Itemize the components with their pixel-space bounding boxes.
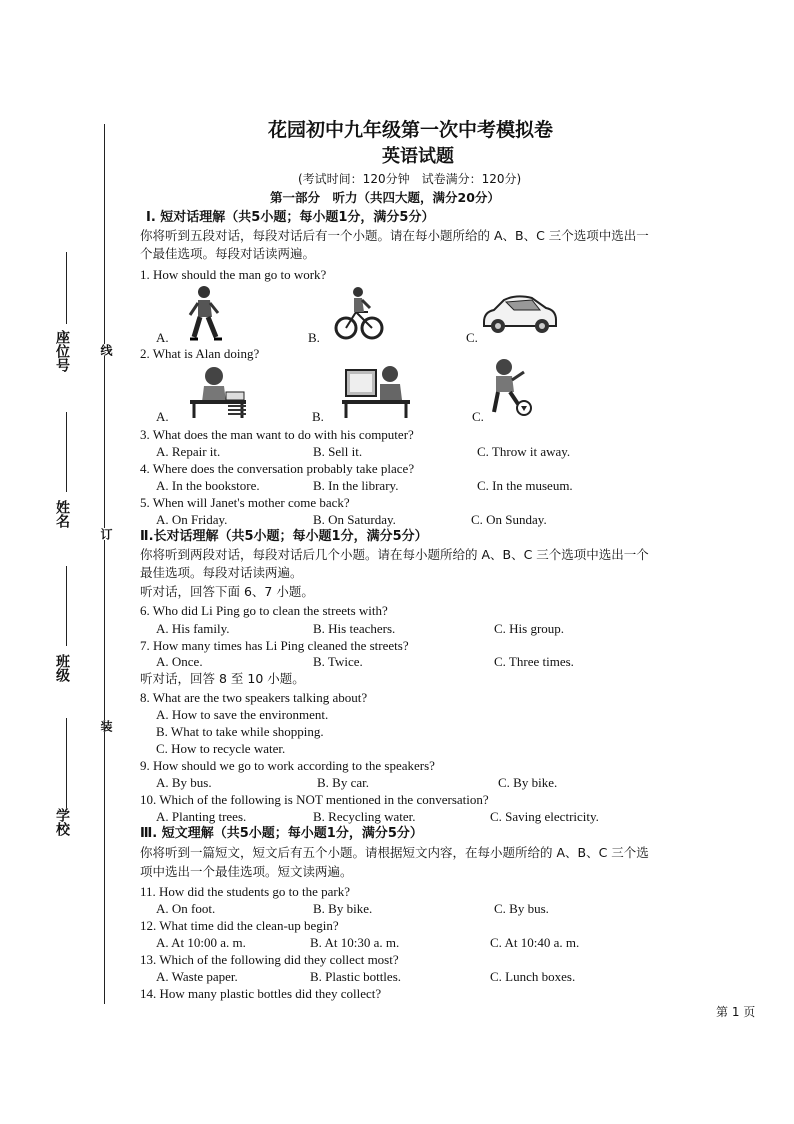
computer-desk-icon: [340, 364, 412, 420]
q8-option-a: A. How to save the environment.: [156, 707, 329, 722]
binding-mark-bind: 订: [99, 528, 113, 540]
section3-heading: Ⅲ. 短文理解（共5小题；每小题1分，满分5分）: [140, 826, 423, 841]
section2-pre-1: 听对话，回答下面 6、7 小题。: [140, 584, 314, 599]
boy-reading-icon: [186, 364, 250, 420]
q4-option-b: B. In the library.: [313, 478, 399, 493]
exam-info: (考试时间：120分钟 试卷满分：120分): [298, 172, 522, 186]
class-label: 班级: [54, 654, 70, 682]
q3-option-a: A. Repair it.: [156, 444, 221, 459]
q6-option-c: C. His group.: [494, 621, 565, 636]
car-icon: [480, 292, 558, 336]
q5-option-b: B. On Saturday.: [313, 512, 396, 527]
exam-title: 花园初中九年级第一次中考模拟卷: [268, 119, 554, 141]
q3-option-b: B. Sell it.: [313, 444, 363, 459]
question-4: 4. Where does the conversation probably take place?: [140, 461, 415, 476]
school-blank: [66, 718, 67, 808]
q1-option-b: B.: [308, 330, 320, 345]
seat-blank: [66, 252, 67, 324]
q3-option-c: C. Throw it away.: [477, 444, 571, 459]
name-label: 姓名: [54, 500, 70, 528]
q2-option-a: A.: [156, 409, 169, 424]
section1-heading: Ⅰ. 短对话理解（共5小题；每小题1分，满分5分）: [146, 210, 435, 225]
question-14: 14. How many plastic bottles did they collect?: [140, 986, 382, 1001]
binding-mark-pack: 装: [99, 720, 113, 732]
q10-option-b: B. Recycling water.: [313, 809, 416, 824]
q13-option-c: C. Lunch boxes.: [490, 969, 576, 984]
question-9: 9. How should we go to work according to the speakers?: [140, 758, 435, 773]
question-12: 12. What time did the clean-up begin?: [140, 918, 339, 933]
q6-option-b: B. His teachers.: [313, 621, 396, 636]
question-10: 10. Which of the following is NOT mentioned in the conversation?: [140, 792, 489, 807]
q2-option-c: C.: [472, 409, 484, 424]
section2-instruction: 你将听到两段对话，每段对话后几个小题。请在每小题所给的 A、B、C 三个选项中选出一个: [140, 547, 649, 562]
section2-instruction-cont: 最佳选项。每段对话读两遍。: [140, 565, 303, 580]
q7-option-b: B. Twice.: [313, 654, 363, 669]
q1-option-a: A.: [156, 330, 169, 345]
q9-option-c: C. By bike.: [498, 775, 558, 790]
section1-instruction: 你将听到五段对话，每段对话后有一个小题。请在每小题所给的 A、B、C 三个选项中选出一: [140, 228, 649, 243]
section3-instruction: 你将听到一篇短文，短文后有五个小题。请根据短文内容，在每小题所给的 A、B、C 三个选: [140, 845, 649, 860]
question-13: 13. Which of the following did they collect most?: [140, 952, 399, 967]
q7-option-a: A. Once.: [156, 654, 203, 669]
question-7: 7. How many times has Li Ping cleaned the streets?: [140, 638, 409, 653]
question-6: 6. Who did Li Ping go to clean the streets with?: [140, 603, 388, 618]
binding-mark-line: 线: [99, 344, 113, 356]
q12-option-a: A. At 10:00 a. m.: [156, 935, 246, 950]
q10-option-a: A. Planting trees.: [156, 809, 247, 824]
q11-option-a: A. On foot.: [156, 901, 216, 916]
section2-pre-2: 听对话，回答 8 至 10 小题。: [140, 671, 305, 686]
binding-line-outer: [104, 124, 105, 1004]
q2-option-b: B.: [312, 409, 324, 424]
question-5: 5. When will Janet's mother come back?: [140, 495, 350, 510]
q11-option-c: C. By bus.: [494, 901, 549, 916]
school-label: 学校: [54, 808, 70, 836]
seat-label: 座位号: [54, 330, 70, 372]
cyclist-icon: [334, 286, 384, 342]
name-blank: [66, 412, 67, 492]
section2-heading: Ⅱ.长对话理解（共5小题；每小题1分，满分5分）: [140, 529, 428, 544]
question-11: 11. How did the students go to the park?: [140, 884, 351, 899]
q12-option-b: B. At 10:30 a. m.: [310, 935, 400, 950]
q9-option-b: B. By car.: [317, 775, 369, 790]
q7-option-c: C. Three times.: [494, 654, 574, 669]
question-3: 3. What does the man want to do with his computer?: [140, 427, 414, 442]
q4-option-c: C. In the museum.: [477, 478, 573, 493]
q8-option-b: B. What to take while shopping.: [156, 724, 324, 739]
q13-option-a: A. Waste paper.: [156, 969, 238, 984]
question-1: 1. How should the man go to work?: [140, 267, 327, 282]
q6-option-a: A. His family.: [156, 621, 230, 636]
question-2: 2. What is Alan doing?: [140, 346, 260, 361]
q11-option-b: B. By bike.: [313, 901, 373, 916]
q9-option-a: A. By bus.: [156, 775, 212, 790]
section1-instruction-cont: 个最佳选项。每段对话读两遍。: [140, 246, 316, 261]
walking-man-icon: [186, 285, 226, 343]
page-number: 第 1 页: [716, 1005, 756, 1019]
q8-option-c: C. How to recycle water.: [156, 741, 286, 756]
q12-option-c: C. At 10:40 a. m.: [490, 935, 580, 950]
q1-option-c: C.: [466, 330, 478, 345]
part-title: 第一部分 听力（共四大题，满分20分）: [270, 190, 500, 205]
q5-option-c: C. On Sunday.: [471, 512, 547, 527]
q5-option-a: A. On Friday.: [156, 512, 228, 527]
q10-option-c: C. Saving electricity.: [490, 809, 599, 824]
class-blank: [66, 566, 67, 646]
q13-option-b: B. Plastic bottles.: [310, 969, 401, 984]
exam-subtitle: 英语试题: [382, 146, 454, 167]
boy-football-icon: [484, 358, 534, 420]
section3-instruction-cont: 项中选出一个最佳选项。短文读两遍。: [140, 864, 353, 879]
q4-option-a: A. In the bookstore.: [156, 478, 260, 493]
question-8: 8. What are the two speakers talking about?: [140, 690, 368, 705]
